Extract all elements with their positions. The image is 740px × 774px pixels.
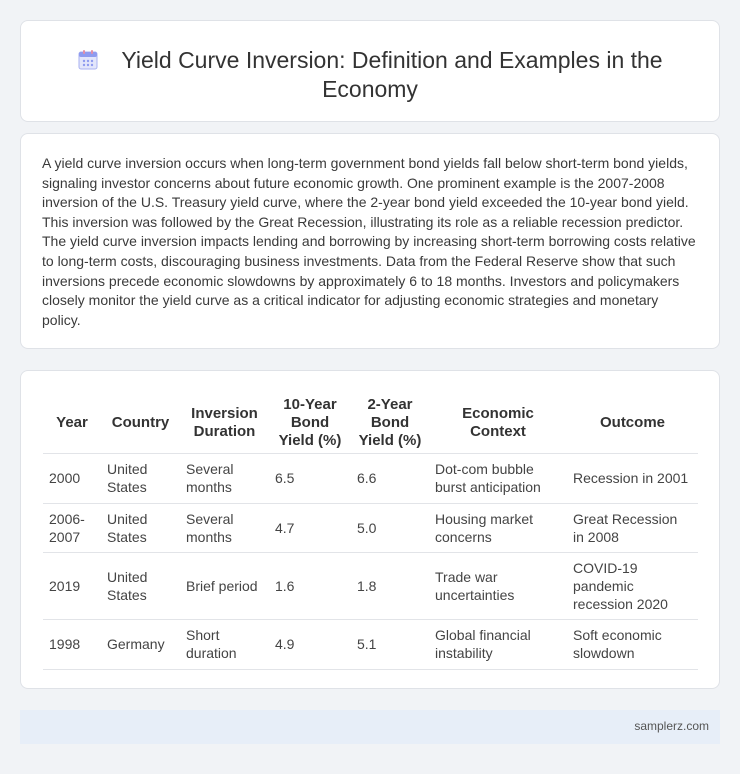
- cell-country: Germany: [101, 619, 180, 669]
- cell-context: Global financial instability: [429, 619, 567, 669]
- cell-context: Housing market concerns: [429, 503, 567, 552]
- cell-year: 1998: [43, 619, 101, 669]
- cell-10-year-yield: 1.6: [269, 552, 351, 619]
- footer-bar: [20, 710, 720, 744]
- cell-10-year-yield: 4.9: [269, 619, 351, 669]
- cell-duration: Several months: [180, 453, 269, 503]
- cell-outcome: Soft economic slowdown: [567, 619, 698, 669]
- header-economic-context: Economic Context: [462, 404, 534, 440]
- header-country: Country: [111, 413, 170, 431]
- cell-2-year-yield: 5.0: [351, 503, 429, 552]
- description-text: A yield curve inversion occurs when long-term government bond yields fall below short-term bond yields, signaling investor concerns about future economic growth. One prominent example is the 2007-2008 inversion of the U.S. Treasury yield curve, where the 2-year bond yield exceeded the 10-year bond yield. This inversion was followed by the Great Recession, illustrating its role as a reliable recession predictor. The yield curve inversion impacts lending and borrowing by increasing short-term borrowing costs relative to long-term costs, discouraging business investments. Data from the Federal Reserve show that such inversions precede economic slowdowns by approximately 6 to 18 months. Investors and policymakers closely monitor the yield curve as a critical indicator for adjusting economic strategies and monetary policy.: [42, 155, 696, 328]
- table-card: [20, 370, 720, 689]
- cell-year: 2019: [43, 552, 101, 619]
- cell-year: 2000: [43, 453, 101, 503]
- header-10-year-yield: 10-Year Bond Yield (%): [278, 395, 342, 449]
- cell-2-year-yield: 1.8: [351, 552, 429, 619]
- cell-duration: Short duration: [180, 619, 269, 669]
- cell-outcome: Recession in 2001: [567, 453, 698, 503]
- cell-duration: Several months: [180, 503, 269, 552]
- table-row: [43, 453, 698, 503]
- cell-country: United States: [101, 503, 180, 552]
- cell-country: United States: [101, 552, 180, 619]
- cell-outcome: Great Recession in 2008: [567, 503, 698, 552]
- cell-2-year-yield: 6.6: [351, 453, 429, 503]
- cell-outcome: COVID-19 pandemic recession 2020: [567, 552, 698, 619]
- calendar-icon: [77, 49, 99, 71]
- table-header-row: [43, 393, 698, 453]
- header-year: Year: [56, 413, 88, 431]
- title-card: [20, 20, 720, 122]
- cell-context: Trade war uncertainties: [429, 552, 567, 619]
- header-outcome: Outcome: [599, 413, 665, 431]
- yield-curve-table: [43, 393, 698, 670]
- header-inversion-duration: Inversion Duration: [191, 404, 258, 440]
- cell-context: Dot-com bubble burst anticipation: [429, 453, 567, 503]
- cell-10-year-yield: 4.7: [269, 503, 351, 552]
- header-2-year-yield: 2-Year Bond Yield (%): [358, 395, 422, 449]
- table-row: [43, 619, 698, 669]
- table-row: [43, 552, 698, 619]
- description-card: [20, 133, 720, 349]
- table-row: [43, 503, 698, 552]
- cell-year: 2006-2007: [43, 503, 101, 552]
- page-title-wrap: [61, 46, 679, 104]
- page-title: Yield Curve Inversion: Definition and Examples in the Economy: [121, 47, 663, 102]
- cell-duration: Brief period: [180, 552, 269, 619]
- footer-site-link[interactable]: samplerz.com: [634, 719, 709, 733]
- cell-10-year-yield: 6.5: [269, 453, 351, 503]
- cell-2-year-yield: 5.1: [351, 619, 429, 669]
- cell-country: United States: [101, 453, 180, 503]
